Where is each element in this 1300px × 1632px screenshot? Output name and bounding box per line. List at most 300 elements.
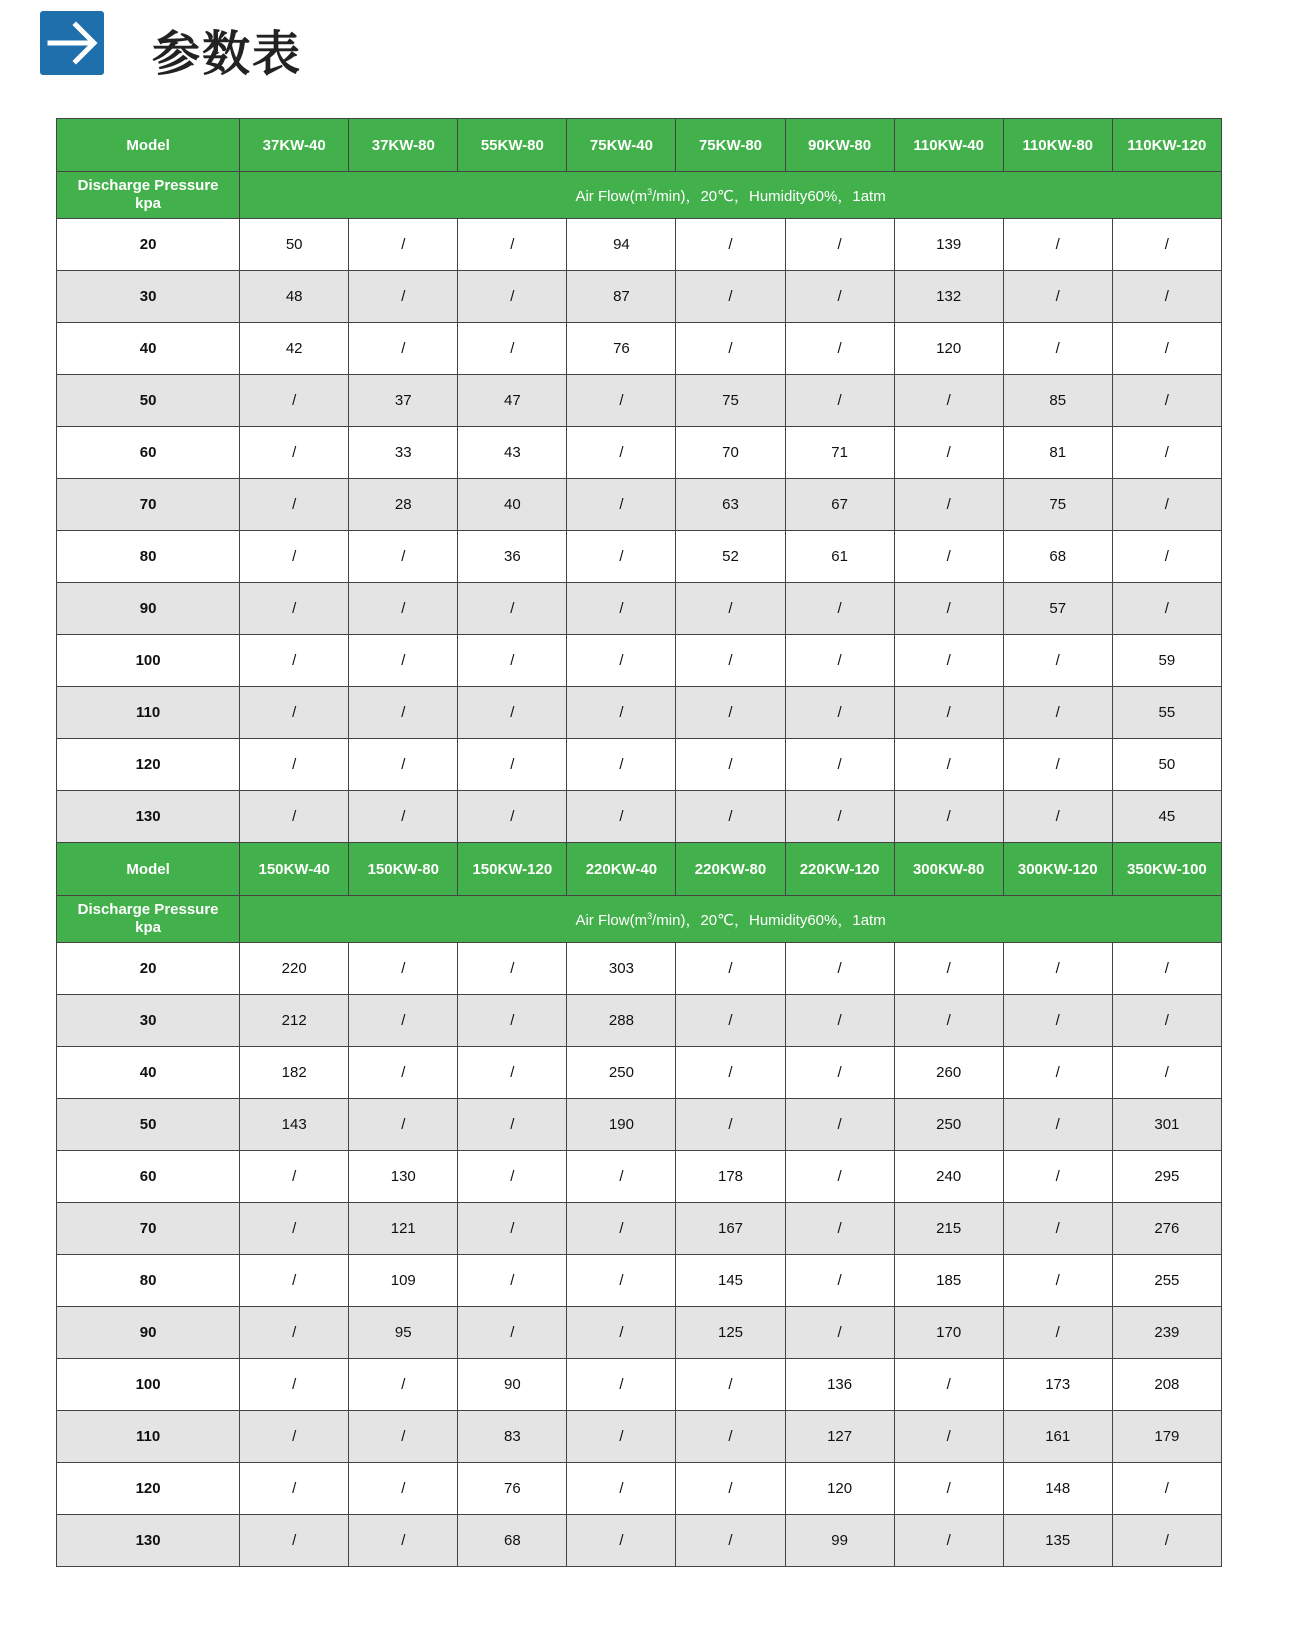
model-name: 55KW-80 bbox=[458, 119, 567, 172]
airflow-value: / bbox=[676, 219, 785, 271]
airflow-value: / bbox=[567, 1359, 676, 1411]
airflow-value: / bbox=[567, 531, 676, 583]
airflow-value: 295 bbox=[1112, 1151, 1221, 1203]
airflow-value: / bbox=[785, 739, 894, 791]
pressure-value: 40 bbox=[57, 1047, 240, 1099]
airflow-value: / bbox=[567, 635, 676, 687]
table-row bbox=[57, 1515, 1222, 1567]
airflow-value: / bbox=[567, 1307, 676, 1359]
airflow-value: 68 bbox=[458, 1515, 567, 1567]
airflow-value: 75 bbox=[1003, 479, 1112, 531]
airflow-value: / bbox=[676, 687, 785, 739]
pressure-value: 30 bbox=[57, 271, 240, 323]
airflow-value: / bbox=[1003, 219, 1112, 271]
airflow-value: / bbox=[458, 687, 567, 739]
airflow-value: 63 bbox=[676, 479, 785, 531]
airflow-value: / bbox=[894, 583, 1003, 635]
airflow-value: 185 bbox=[894, 1255, 1003, 1307]
model-name: 37KW-40 bbox=[240, 119, 349, 172]
airflow-value: / bbox=[1003, 323, 1112, 375]
pressure-value: 50 bbox=[57, 375, 240, 427]
airflow-value: / bbox=[240, 1359, 349, 1411]
pressure-value: 40 bbox=[57, 323, 240, 375]
airflow-value: / bbox=[567, 375, 676, 427]
airflow-value: 179 bbox=[1112, 1411, 1221, 1463]
airflow-value: / bbox=[676, 1047, 785, 1099]
airflow-condition-label bbox=[240, 172, 1222, 219]
airflow-value: / bbox=[567, 427, 676, 479]
table-row bbox=[57, 531, 1222, 583]
airflow-value: / bbox=[894, 943, 1003, 995]
airflow-value: / bbox=[458, 219, 567, 271]
airflow-value: / bbox=[567, 1463, 676, 1515]
airflow-value: / bbox=[240, 1463, 349, 1515]
airflow-value: 75 bbox=[676, 375, 785, 427]
model-name: 220KW-120 bbox=[785, 843, 894, 896]
airflow-value: / bbox=[567, 739, 676, 791]
airflow-value: / bbox=[458, 791, 567, 843]
airflow-value: / bbox=[785, 1203, 894, 1255]
airflow-value: / bbox=[1112, 583, 1221, 635]
airflow-text-pre: Air Flow(m bbox=[575, 911, 648, 929]
airflow-value: / bbox=[349, 635, 458, 687]
airflow-value: / bbox=[567, 583, 676, 635]
airflow-value: / bbox=[240, 791, 349, 843]
airflow-value: / bbox=[785, 583, 894, 635]
airflow-value: 94 bbox=[567, 219, 676, 271]
airflow-value: 190 bbox=[567, 1099, 676, 1151]
pressure-value: 100 bbox=[57, 1359, 240, 1411]
airflow-value: 178 bbox=[676, 1151, 785, 1203]
airflow-value: 135 bbox=[1003, 1515, 1112, 1567]
airflow-value: / bbox=[349, 219, 458, 271]
model-name: 75KW-80 bbox=[676, 119, 785, 172]
airflow-value: / bbox=[676, 583, 785, 635]
airflow-value: / bbox=[785, 323, 894, 375]
airflow-value: / bbox=[567, 1515, 676, 1567]
airflow-value: / bbox=[240, 375, 349, 427]
model-name: 75KW-40 bbox=[567, 119, 676, 172]
airflow-value: / bbox=[894, 1359, 1003, 1411]
model-name: 220KW-80 bbox=[676, 843, 785, 896]
table-row bbox=[57, 1047, 1222, 1099]
pressure-value: 90 bbox=[57, 1307, 240, 1359]
airflow-value: 136 bbox=[785, 1359, 894, 1411]
airflow-value: / bbox=[567, 1411, 676, 1463]
airflow-value: / bbox=[676, 635, 785, 687]
airflow-value: 121 bbox=[349, 1203, 458, 1255]
airflow-value: / bbox=[785, 1047, 894, 1099]
airflow-value: 143 bbox=[240, 1099, 349, 1151]
airflow-value: 125 bbox=[676, 1307, 785, 1359]
pressure-value: 60 bbox=[57, 427, 240, 479]
table-row bbox=[57, 323, 1222, 375]
airflow-value: / bbox=[349, 1047, 458, 1099]
airflow-value: / bbox=[1003, 635, 1112, 687]
airflow-value: / bbox=[1003, 791, 1112, 843]
airflow-value: 76 bbox=[567, 323, 676, 375]
airflow-value: / bbox=[894, 1411, 1003, 1463]
airflow-value: / bbox=[567, 479, 676, 531]
airflow-value: / bbox=[1003, 1151, 1112, 1203]
pressure-label-text: Discharge Pressure bbox=[77, 901, 219, 918]
airflow-value: 276 bbox=[1112, 1203, 1221, 1255]
airflow-value: 33 bbox=[349, 427, 458, 479]
model-name: 150KW-120 bbox=[458, 843, 567, 896]
pressure-value: 70 bbox=[57, 1203, 240, 1255]
model-name: 150KW-80 bbox=[349, 843, 458, 896]
airflow-value: / bbox=[349, 1463, 458, 1515]
airflow-value: / bbox=[1112, 531, 1221, 583]
airflow-value: / bbox=[785, 375, 894, 427]
airflow-value: 43 bbox=[458, 427, 567, 479]
airflow-value: 132 bbox=[894, 271, 1003, 323]
airflow-value: / bbox=[785, 943, 894, 995]
pressure-value: 110 bbox=[57, 1411, 240, 1463]
pressure-value: 20 bbox=[57, 943, 240, 995]
airflow-value: / bbox=[349, 1099, 458, 1151]
airflow-value: / bbox=[894, 635, 1003, 687]
pressure-value: 130 bbox=[57, 1515, 240, 1567]
airflow-value: / bbox=[349, 271, 458, 323]
airflow-value: 57 bbox=[1003, 583, 1112, 635]
airflow-value: / bbox=[458, 1255, 567, 1307]
table-row bbox=[57, 219, 1222, 271]
airflow-value: / bbox=[894, 427, 1003, 479]
table-row bbox=[57, 1359, 1222, 1411]
airflow-value: / bbox=[1003, 271, 1112, 323]
airflow-superscript: 3 bbox=[647, 910, 653, 921]
pressure-unit-text: kpa bbox=[135, 195, 161, 212]
airflow-value: / bbox=[1003, 1099, 1112, 1151]
airflow-value: 212 bbox=[240, 995, 349, 1047]
airflow-value: 48 bbox=[240, 271, 349, 323]
airflow-value: 70 bbox=[676, 427, 785, 479]
airflow-value: / bbox=[1112, 427, 1221, 479]
airflow-value: / bbox=[676, 943, 785, 995]
airflow-value: / bbox=[240, 687, 349, 739]
airflow-value: / bbox=[349, 1411, 458, 1463]
airflow-value: 47 bbox=[458, 375, 567, 427]
airflow-value: / bbox=[567, 687, 676, 739]
airflow-value: / bbox=[676, 791, 785, 843]
airflow-value: / bbox=[1112, 219, 1221, 271]
model-name: 150KW-40 bbox=[240, 843, 349, 896]
airflow-value: / bbox=[240, 1411, 349, 1463]
airflow-value: 167 bbox=[676, 1203, 785, 1255]
airflow-value: 95 bbox=[349, 1307, 458, 1359]
table-row bbox=[57, 1151, 1222, 1203]
airflow-value: 120 bbox=[785, 1463, 894, 1515]
model-name: 110KW-80 bbox=[1003, 119, 1112, 172]
pressure-value: 30 bbox=[57, 995, 240, 1047]
airflow-value: 50 bbox=[240, 219, 349, 271]
table-row bbox=[57, 1099, 1222, 1151]
airflow-value: 59 bbox=[1112, 635, 1221, 687]
airflow-value: / bbox=[458, 739, 567, 791]
airflow-value: 99 bbox=[785, 1515, 894, 1567]
airflow-value: / bbox=[894, 995, 1003, 1047]
airflow-value: 148 bbox=[1003, 1463, 1112, 1515]
airflow-value: / bbox=[1003, 943, 1112, 995]
table-row bbox=[57, 687, 1222, 739]
model-name: 350KW-100 bbox=[1112, 843, 1221, 896]
airflow-superscript: 3 bbox=[647, 186, 653, 197]
discharge-pressure-label bbox=[57, 172, 240, 219]
pressure-value: 130 bbox=[57, 791, 240, 843]
page-title: 参数表 bbox=[152, 28, 303, 81]
airflow-value: / bbox=[676, 1515, 785, 1567]
model-header-row bbox=[57, 119, 1222, 172]
airflow-value: / bbox=[1003, 1203, 1112, 1255]
pressure-value: 90 bbox=[57, 583, 240, 635]
airflow-value: 42 bbox=[240, 323, 349, 375]
airflow-value: / bbox=[894, 1463, 1003, 1515]
airflow-value: 76 bbox=[458, 1463, 567, 1515]
airflow-value: 220 bbox=[240, 943, 349, 995]
airflow-value: / bbox=[1112, 943, 1221, 995]
pressure-value: 100 bbox=[57, 635, 240, 687]
airflow-value: / bbox=[349, 687, 458, 739]
airflow-value: / bbox=[240, 583, 349, 635]
airflow-value: 81 bbox=[1003, 427, 1112, 479]
airflow-value: 109 bbox=[349, 1255, 458, 1307]
table-row bbox=[57, 1463, 1222, 1515]
pressure-airflow-row bbox=[57, 896, 1222, 943]
airflow-value: / bbox=[567, 1255, 676, 1307]
airflow-value: / bbox=[240, 739, 349, 791]
airflow-value: / bbox=[349, 995, 458, 1047]
airflow-value: / bbox=[1112, 1515, 1221, 1567]
model-name: 90KW-80 bbox=[785, 119, 894, 172]
airflow-value: 68 bbox=[1003, 531, 1112, 583]
spec-table bbox=[56, 118, 1222, 1567]
airflow-value: / bbox=[676, 739, 785, 791]
airflow-value: / bbox=[785, 1151, 894, 1203]
airflow-value: 90 bbox=[458, 1359, 567, 1411]
airflow-value: 250 bbox=[567, 1047, 676, 1099]
airflow-value: 255 bbox=[1112, 1255, 1221, 1307]
airflow-value: / bbox=[349, 791, 458, 843]
airflow-value: / bbox=[240, 427, 349, 479]
airflow-value: 303 bbox=[567, 943, 676, 995]
airflow-value: / bbox=[1112, 1463, 1221, 1515]
airflow-value: 208 bbox=[1112, 1359, 1221, 1411]
airflow-value: / bbox=[1003, 739, 1112, 791]
pressure-value: 120 bbox=[57, 739, 240, 791]
airflow-value: / bbox=[240, 479, 349, 531]
table-row bbox=[57, 791, 1222, 843]
airflow-value: / bbox=[458, 1151, 567, 1203]
airflow-value: / bbox=[458, 1047, 567, 1099]
pressure-value: 20 bbox=[57, 219, 240, 271]
pressure-value: 120 bbox=[57, 1463, 240, 1515]
pressure-unit-text: kpa bbox=[135, 919, 161, 936]
airflow-value: / bbox=[349, 943, 458, 995]
airflow-value: / bbox=[240, 1151, 349, 1203]
airflow-value: / bbox=[676, 271, 785, 323]
airflow-value: / bbox=[567, 1151, 676, 1203]
airflow-value: 40 bbox=[458, 479, 567, 531]
airflow-value: / bbox=[458, 323, 567, 375]
airflow-value: / bbox=[1003, 995, 1112, 1047]
model-name: 300KW-120 bbox=[1003, 843, 1112, 896]
table-row bbox=[57, 1307, 1222, 1359]
model-name: 300KW-80 bbox=[894, 843, 1003, 896]
model-label: Model bbox=[57, 843, 240, 896]
pressure-value: 80 bbox=[57, 1255, 240, 1307]
airflow-value: 139 bbox=[894, 219, 1003, 271]
airflow-value: / bbox=[458, 943, 567, 995]
airflow-value: / bbox=[894, 1515, 1003, 1567]
airflow-value: / bbox=[785, 271, 894, 323]
table-row bbox=[57, 995, 1222, 1047]
airflow-value: / bbox=[1003, 687, 1112, 739]
airflow-value: / bbox=[785, 635, 894, 687]
airflow-value: / bbox=[676, 1463, 785, 1515]
airflow-value: 170 bbox=[894, 1307, 1003, 1359]
model-name: 110KW-120 bbox=[1112, 119, 1221, 172]
airflow-value: 87 bbox=[567, 271, 676, 323]
table-row bbox=[57, 635, 1222, 687]
airflow-value: 71 bbox=[785, 427, 894, 479]
airflow-text-pre: Air Flow(m bbox=[575, 187, 648, 205]
airflow-value: 145 bbox=[676, 1255, 785, 1307]
model-header-row bbox=[57, 843, 1222, 896]
airflow-value: / bbox=[1112, 271, 1221, 323]
airflow-value: / bbox=[349, 739, 458, 791]
table-row bbox=[57, 739, 1222, 791]
airflow-value: / bbox=[240, 1515, 349, 1567]
arrow-right-icon bbox=[40, 11, 104, 75]
airflow-value: 239 bbox=[1112, 1307, 1221, 1359]
airflow-value: 61 bbox=[785, 531, 894, 583]
table-row bbox=[57, 1203, 1222, 1255]
model-name: 110KW-40 bbox=[894, 119, 1003, 172]
pressure-value: 60 bbox=[57, 1151, 240, 1203]
airflow-value: 85 bbox=[1003, 375, 1112, 427]
airflow-value: / bbox=[349, 1515, 458, 1567]
airflow-value: / bbox=[458, 271, 567, 323]
model-name: 37KW-80 bbox=[349, 119, 458, 172]
airflow-value: / bbox=[894, 375, 1003, 427]
airflow-value: 120 bbox=[894, 323, 1003, 375]
airflow-value: / bbox=[240, 635, 349, 687]
airflow-value: / bbox=[1112, 1047, 1221, 1099]
airflow-value: / bbox=[676, 323, 785, 375]
airflow-condition-label bbox=[240, 896, 1222, 943]
pressure-label-text: Discharge Pressure bbox=[77, 177, 219, 194]
pressure-value: 50 bbox=[57, 1099, 240, 1151]
airflow-value: / bbox=[1003, 1047, 1112, 1099]
airflow-value: / bbox=[785, 1099, 894, 1151]
airflow-value: 215 bbox=[894, 1203, 1003, 1255]
parameter-table bbox=[56, 118, 1222, 1567]
airflow-value: / bbox=[240, 1307, 349, 1359]
airflow-value: / bbox=[240, 1255, 349, 1307]
airflow-value: / bbox=[894, 687, 1003, 739]
airflow-value: 37 bbox=[349, 375, 458, 427]
airflow-value: / bbox=[785, 995, 894, 1047]
airflow-value: 55 bbox=[1112, 687, 1221, 739]
airflow-value: / bbox=[676, 995, 785, 1047]
airflow-value: / bbox=[676, 1359, 785, 1411]
airflow-text-post: /min)，20℃，Humidity60%，1atm bbox=[652, 187, 886, 205]
airflow-value: / bbox=[1003, 1307, 1112, 1359]
airflow-value: / bbox=[1112, 375, 1221, 427]
table-row bbox=[57, 479, 1222, 531]
airflow-value: / bbox=[1003, 1255, 1112, 1307]
airflow-value: 83 bbox=[458, 1411, 567, 1463]
airflow-value: / bbox=[567, 1203, 676, 1255]
airflow-value: / bbox=[894, 791, 1003, 843]
pressure-value: 110 bbox=[57, 687, 240, 739]
airflow-value: / bbox=[458, 995, 567, 1047]
airflow-value: / bbox=[785, 219, 894, 271]
airflow-value: / bbox=[458, 635, 567, 687]
table-row bbox=[57, 375, 1222, 427]
airflow-value: / bbox=[785, 791, 894, 843]
airflow-value: / bbox=[894, 479, 1003, 531]
airflow-value: 36 bbox=[458, 531, 567, 583]
airflow-value: 260 bbox=[894, 1047, 1003, 1099]
airflow-value: 52 bbox=[676, 531, 785, 583]
airflow-value: / bbox=[676, 1411, 785, 1463]
airflow-value: 288 bbox=[567, 995, 676, 1047]
table-row bbox=[57, 271, 1222, 323]
discharge-pressure-label bbox=[57, 896, 240, 943]
airflow-value: 301 bbox=[1112, 1099, 1221, 1151]
table-row bbox=[57, 427, 1222, 479]
airflow-value: / bbox=[349, 531, 458, 583]
airflow-value: 50 bbox=[1112, 739, 1221, 791]
airflow-value: / bbox=[567, 791, 676, 843]
airflow-value: / bbox=[240, 1203, 349, 1255]
airflow-value: / bbox=[349, 1359, 458, 1411]
airflow-value: / bbox=[785, 1307, 894, 1359]
airflow-value: / bbox=[458, 1307, 567, 1359]
airflow-value: 182 bbox=[240, 1047, 349, 1099]
airflow-value: / bbox=[894, 739, 1003, 791]
table-row bbox=[57, 943, 1222, 995]
airflow-value: 67 bbox=[785, 479, 894, 531]
airflow-value: / bbox=[458, 583, 567, 635]
airflow-value: / bbox=[458, 1099, 567, 1151]
airflow-value: / bbox=[1112, 323, 1221, 375]
airflow-value: / bbox=[785, 687, 894, 739]
airflow-value: 250 bbox=[894, 1099, 1003, 1151]
airflow-value: 45 bbox=[1112, 791, 1221, 843]
airflow-value: 240 bbox=[894, 1151, 1003, 1203]
pressure-value: 70 bbox=[57, 479, 240, 531]
pressure-airflow-row bbox=[57, 172, 1222, 219]
airflow-value: / bbox=[1112, 995, 1221, 1047]
table-row bbox=[57, 1411, 1222, 1463]
airflow-value: / bbox=[785, 1255, 894, 1307]
airflow-value: / bbox=[240, 531, 349, 583]
airflow-value: 130 bbox=[349, 1151, 458, 1203]
airflow-value: 127 bbox=[785, 1411, 894, 1463]
airflow-value: / bbox=[1112, 479, 1221, 531]
model-label: Model bbox=[57, 119, 240, 172]
airflow-value: / bbox=[676, 1099, 785, 1151]
model-name: 220KW-40 bbox=[567, 843, 676, 896]
airflow-value: / bbox=[458, 1203, 567, 1255]
airflow-value: 28 bbox=[349, 479, 458, 531]
airflow-value: / bbox=[894, 531, 1003, 583]
airflow-value: / bbox=[349, 583, 458, 635]
table-row bbox=[57, 583, 1222, 635]
